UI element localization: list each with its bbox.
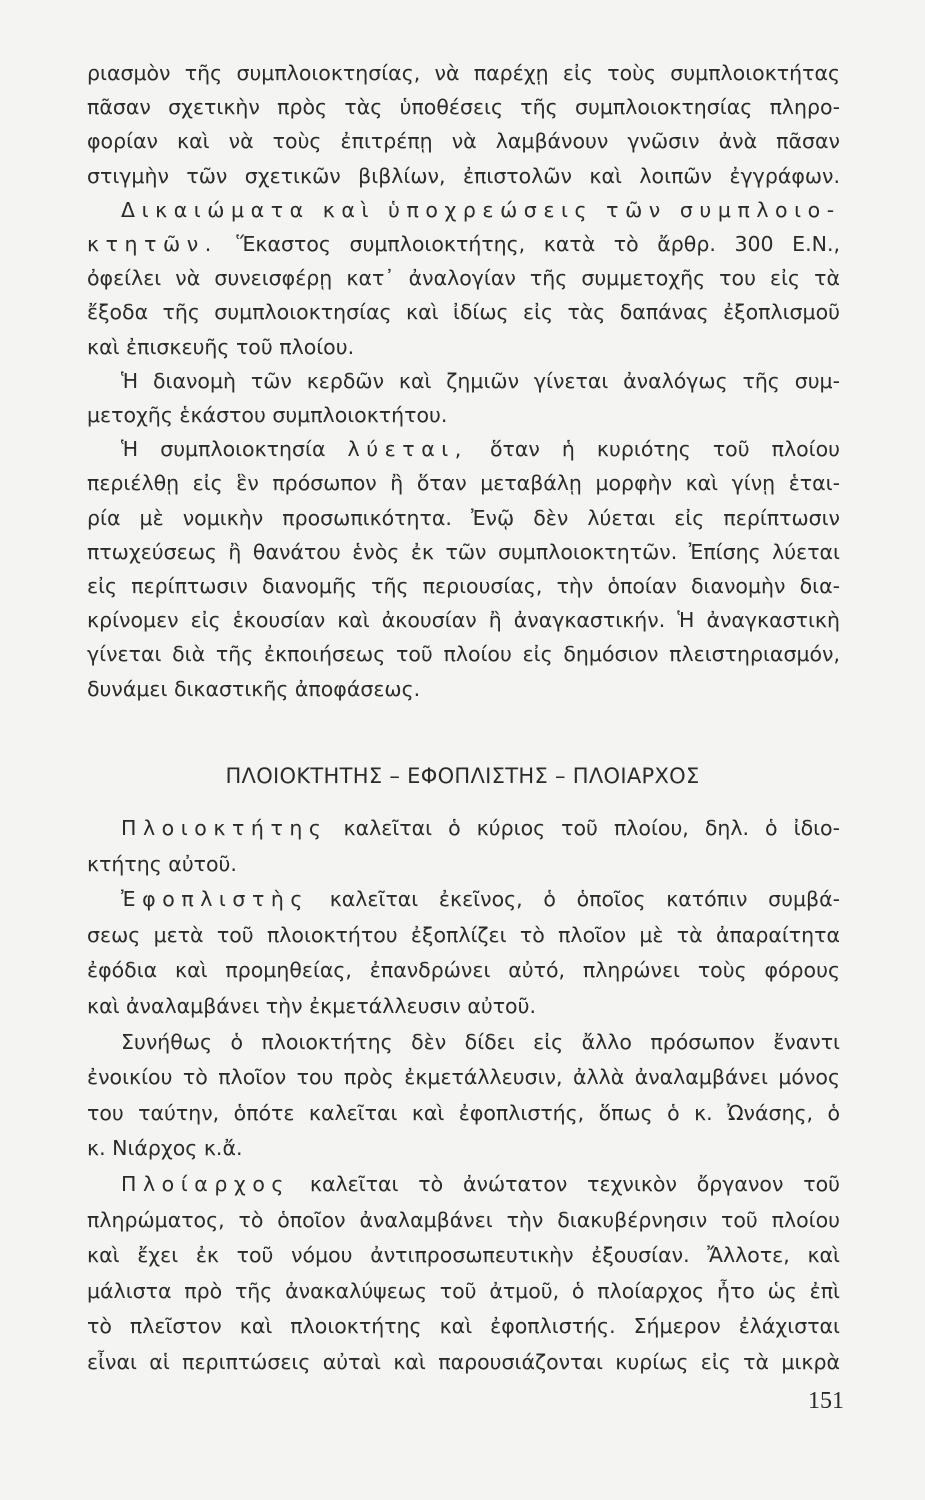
text-line — [87, 1060, 840, 1096]
text-run: δυνάμει δικαστικῆς ἀποφάσεως. — [87, 676, 421, 701]
text-line — [87, 398, 840, 432]
text-run: ὅταν ἡ κυριότης τοῦ πλοίου — [467, 437, 840, 462]
text-run: καὶ ἔχει ἐκ τοῦ νόμου ἀντιπροσωπευτικὴν ἐξουσίαν. Ἄλλοτε, καὶ — [87, 1243, 840, 1268]
text-run: τὸ πλεῖστον καὶ πλοιοκτήτης καὶ ἐφοπλιστής. Σήμερον ἐλάχισται — [87, 1314, 840, 1339]
spaced-term: Πλοίαρχος — [121, 1171, 291, 1196]
section-heading: ΠΛΟΙΟΚΤΗΤΗΣ – ΕΦΟΠΛΙΣΤΗΣ – ΠΛΟΙΑΡΧΟΣ — [225, 764, 700, 788]
text-run: μετοχῆς ἑκάστου συμπλοιοκτήτου. — [87, 403, 448, 428]
text-run: καλεῖται τὸ ἀνώτατον τεχνικὸν ὄργανον τοῦ — [290, 1171, 840, 1196]
text-line — [87, 672, 840, 706]
text-line — [87, 569, 840, 603]
text-line — [87, 847, 840, 883]
text-run: καὶ ἐπισκευῆς τοῦ πλοίου. — [87, 334, 355, 359]
text-line — [87, 882, 840, 918]
text-run: γίνεται διὰ τῆς ἐκποιήσεως τοῦ πλοίου εἰς δημόσιον πλειστηριασμόν, — [87, 642, 840, 667]
text-line — [87, 1274, 840, 1310]
text-line — [87, 637, 840, 671]
spaced-term: Ἐφοπλιστὴς — [121, 887, 310, 912]
text-run: καὶ ἀναλαμβάνει τὴν ἐκμετάλλευσιν αὐτοῦ. — [87, 993, 536, 1018]
text-line — [87, 501, 840, 535]
text-run: Ἡ διανομὴ τῶν κερδῶν καὶ ζημιῶν γίνεται ἀναλόγως τῆς συμ- — [121, 368, 840, 393]
text-line — [87, 466, 840, 500]
text-run: ἐφόδια καὶ προμηθείας, ἐπανδρώνει αὐτό, πληρώνει τοὺς φόρους — [87, 958, 840, 983]
text-line — [87, 90, 840, 124]
text-line — [87, 1131, 840, 1167]
text-line — [87, 918, 840, 954]
text-line — [87, 330, 840, 364]
text-run: καλεῖται ἐκεῖνος, ὁ ὁποῖος κατόπιν συμβά- — [309, 887, 840, 912]
text-line — [87, 1203, 840, 1239]
text-run: καλεῖται ὁ κύριος τοῦ πλοίου, δηλ. ὁ ἰδιο- — [327, 816, 840, 840]
text-run: Συνήθως ὁ πλοιοκτήτης δὲν δίδει εἰς ἄλλο πρόσωπον ἔναντι — [121, 1029, 840, 1054]
text-run: Ἡ συμπλοιοκτησία — [121, 437, 348, 462]
text-line — [87, 1345, 840, 1381]
text-run: κτήτης αὐτοῦ. — [87, 851, 237, 876]
text-line — [87, 1238, 840, 1274]
text-line — [87, 227, 840, 261]
text-line — [87, 1025, 840, 1061]
text-run: ριασμὸν τῆς συμπλοιοκτησίας, νὰ παρέχῃ εἰς τοὺς συμπλοιοκτήτας — [87, 61, 840, 85]
spaced-term: κτητῶν. — [87, 232, 218, 257]
text-run: στιγμὴν τῶν σχετικῶν βιβλίων, ἐπιστολῶν καὶ λοιπῶν ἐγγράφων. — [87, 163, 840, 188]
text-line — [87, 1096, 840, 1132]
text-line — [87, 535, 840, 569]
text-run: πληρώματος, τὸ ὁποῖον ἀναλαμβάνει τὴν διακυβέρνησιν τοῦ πλοίου — [87, 1207, 840, 1232]
text-run: κρίνομεν εἰς ἑκουσίαν καὶ ἀκουσίαν ἢ ἀναγκαστικήν. Ἡ ἀναγκαστικὴ — [87, 608, 840, 633]
text-line — [87, 811, 840, 847]
text-run: περιέλθῃ εἰς ἓν πρόσωπον ἢ ὅταν μεταβάλῃ μορφὴν καὶ γίνῃ ἑται- — [87, 471, 840, 496]
text-run: φορίαν καὶ νὰ τοὺς ἐπιτρέπῃ νὰ λαμβάνουν γνῶσιν ἀνὰ πᾶσαν — [87, 129, 840, 154]
text-run: κ. Νιάρχος κ.ἄ. — [87, 1136, 243, 1161]
page-number: 151 — [808, 1388, 844, 1414]
text-line — [87, 953, 840, 989]
text-line — [87, 364, 840, 398]
body-text-section-2 — [87, 811, 840, 1381]
text-run: μάλιστα πρὸ τῆς ἀνακαλύψεως τοῦ ἀτμοῦ, ὁ πλοίαρχος ἦτο ὡς ἐπὶ — [87, 1278, 840, 1303]
text-run: του ταύτην, ὁπότε καλεῖται καὶ ἐφοπλιστής, ὅπως ὁ κ. Ὠνάσης, ὁ — [87, 1100, 840, 1125]
text-run: πᾶσαν σχετικὴν πρὸς τὰς ὑποθέσεις τῆς συμπλοιοκτησίας πληρο- — [87, 95, 840, 120]
text-run: σεως μετὰ τοῦ πλοιοκτήτου ἐξοπλίζει τὸ πλοῖον μὲ τὰ ἀπαραίτητα — [87, 922, 840, 947]
text-line — [87, 159, 840, 193]
text-line — [87, 261, 840, 295]
text-line — [87, 193, 840, 227]
body-text-section-1 — [87, 56, 840, 706]
text-line — [87, 603, 840, 637]
text-run: ρία μὲ νομικὴν προσωπικότητα. Ἐνῷ δὲν λύεται εἰς περίπτωσιν — [87, 505, 840, 530]
text-line — [87, 124, 840, 158]
text-line — [87, 295, 840, 329]
text-line — [87, 432, 840, 466]
spaced-term: Πλοιοκτήτης — [121, 816, 328, 840]
spaced-term: λύεται, — [347, 437, 468, 462]
text-line — [87, 989, 840, 1025]
text-run: ἐνοικίου τὸ πλοῖον του πρὸς ἐκμετάλλευσιν, ἀλλὰ ἀναλαμβάνει μόνος — [87, 1065, 840, 1090]
text-line — [87, 1167, 840, 1203]
text-line — [87, 1309, 840, 1345]
text-run: ὀφείλει νὰ συνεισφέρῃ κατ᾽ ἀναλογίαν τῆς συμμετοχῆς του εἰς τὰ — [87, 266, 840, 291]
text-line — [87, 56, 840, 90]
text-run: πτωχεύσεως ἢ θανάτου ἑνὸς ἐκ τῶν συμπλοιοκτητῶν. Ἐπίσης λύεται — [87, 539, 840, 564]
spaced-term: Δικαιώματα καὶ ὑποχρεώσεις τῶν συμπλοιο- — [121, 197, 841, 222]
text-run: εἰς περίπτωσιν διανομῆς τῆς περιουσίας, τὴν ὁποίαν διανομὴν δια- — [87, 574, 840, 599]
text-run: εἶναι αἱ περιπτώσεις αὐταὶ καὶ παρουσιάζονται κυρίως εἰς τὰ μικρὰ — [87, 1349, 840, 1374]
text-run: Ἕκαστος συμπλοιοκτήτης, κατὰ τὸ ἄρθρ. 300 Ε.Ν., — [217, 232, 840, 257]
text-run: ἔξοδα τῆς συμπλοιοκτησίας καὶ ἰδίως εἰς τὰς δαπάνας ἐξοπλισμοῦ — [87, 300, 840, 325]
